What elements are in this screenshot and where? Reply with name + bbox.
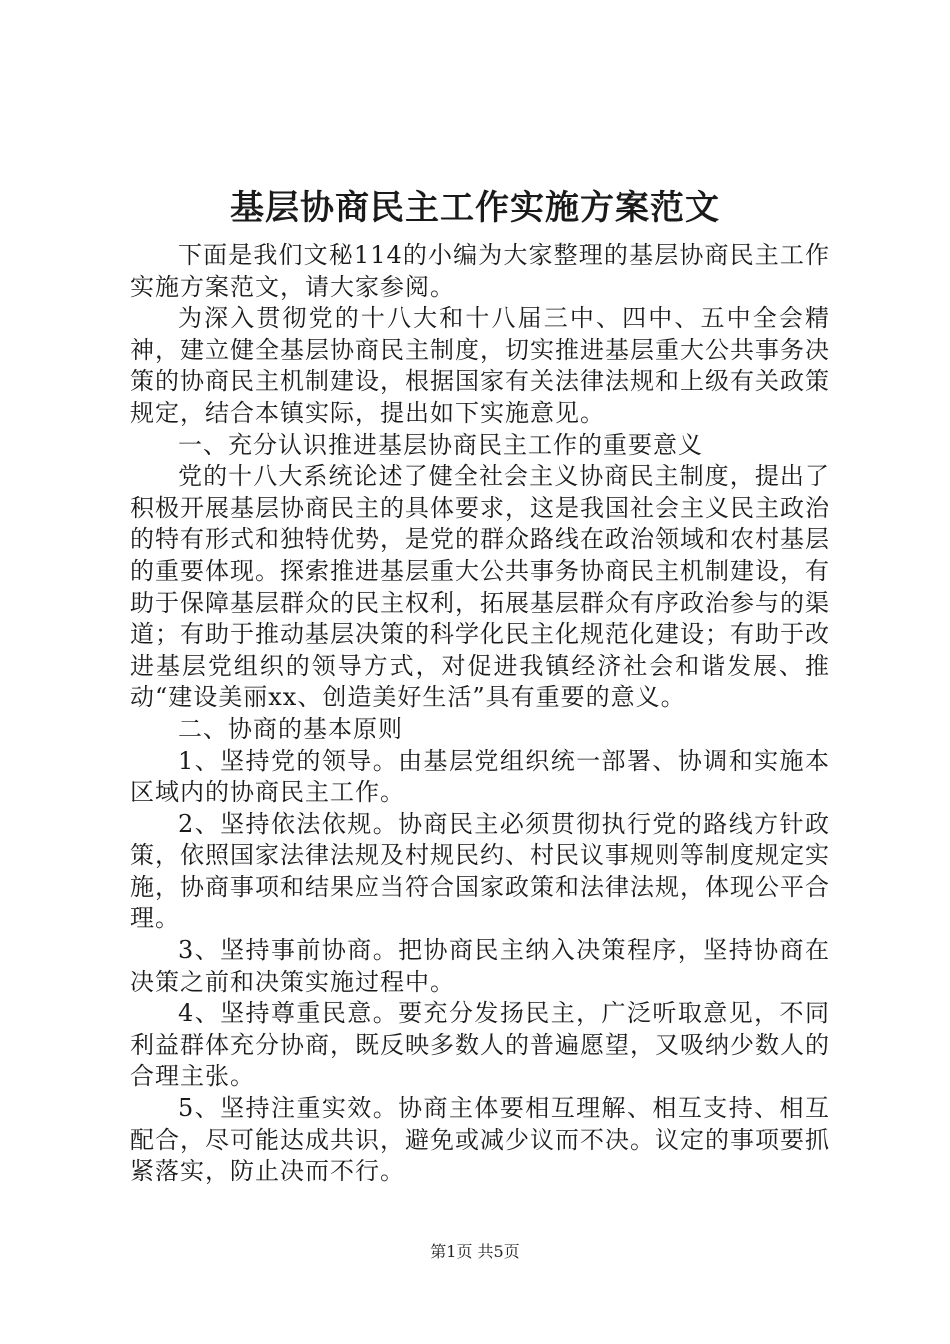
page-title: 基层协商民主工作实施方案范文 xyxy=(230,188,720,228)
principle-item: 3、坚持事前协商。把协商民主纳入决策程序，坚持协商在决策之前和决策实施过程中。 xyxy=(130,936,830,996)
section-heading-2: 二、协商的基本原则 xyxy=(178,714,403,743)
section-heading-1: 一、充分认识推进基层协商民主工作的重要意义 xyxy=(178,430,703,459)
paragraph-purpose: 为深入贯彻党的十八大和十八届三中、四中、五中全会精神，建立健全基层协商民主制度，切实推进基层重大公共事务决策的协商民主机制建设，根据国家有关法律法规和上级有关政策规定，结合本镇实际，提出如下实施意见。 xyxy=(130,304,830,427)
paragraph-significance: 党的十八大系统论述了健全社会主义协商民主制度，提出了积极开展基层协商民主的具体要求，这是我国社会主义民主政治的特有形式和独特优势，是党的群众路线在政治领域和农村基层的重要体现。探索推进基层重大公共事务协商民主机制建设，有助于保障基层群众的民主权利，拓展基层群众有序政治参与的渠道；有助于推动基层决策的科学化民主化规范化建设；有助于改进基层党组织的领导方式，对促进我镇经济社会和谐发展、推动“建设美丽xx、创造美好生活”具有重要的意义。 xyxy=(130,462,830,712)
page-footer: 第1页 共5页 xyxy=(430,1242,520,1261)
principle-item: 5、坚持注重实效。协商主体要相互理解、相互支持、相互配合，尽可能达成共识，避免或减少议而不决。议定的事项要抓紧落实，防止决而不行。 xyxy=(130,1094,830,1186)
principle-item: 1、坚持党的领导。由基层党组织统一部署、协调和实施本区域内的协商民主工作。 xyxy=(130,746,830,807)
principle-item: 2、坚持依法依规。协商民主必须贯彻执行党的路线方针政策，依照国家法律法规及村规民约、村民议事规则等制度规定实施，协商事项和结果应当符合国家政策和法律法规，体现公平合理。 xyxy=(130,809,830,933)
paragraph-intro: 下面是我们文秘114的小编为大家整理的基层协商民主工作实施方案范文，请大家参阅。 xyxy=(130,241,830,301)
document-body xyxy=(130,240,830,1188)
principle-item: 4、坚持尊重民意。要充分发扬民主，广泛听取意见，不同利益群体充分协商，既反映多数人的普遍愿望，又吸纳少数人的合理主张。 xyxy=(130,999,830,1091)
